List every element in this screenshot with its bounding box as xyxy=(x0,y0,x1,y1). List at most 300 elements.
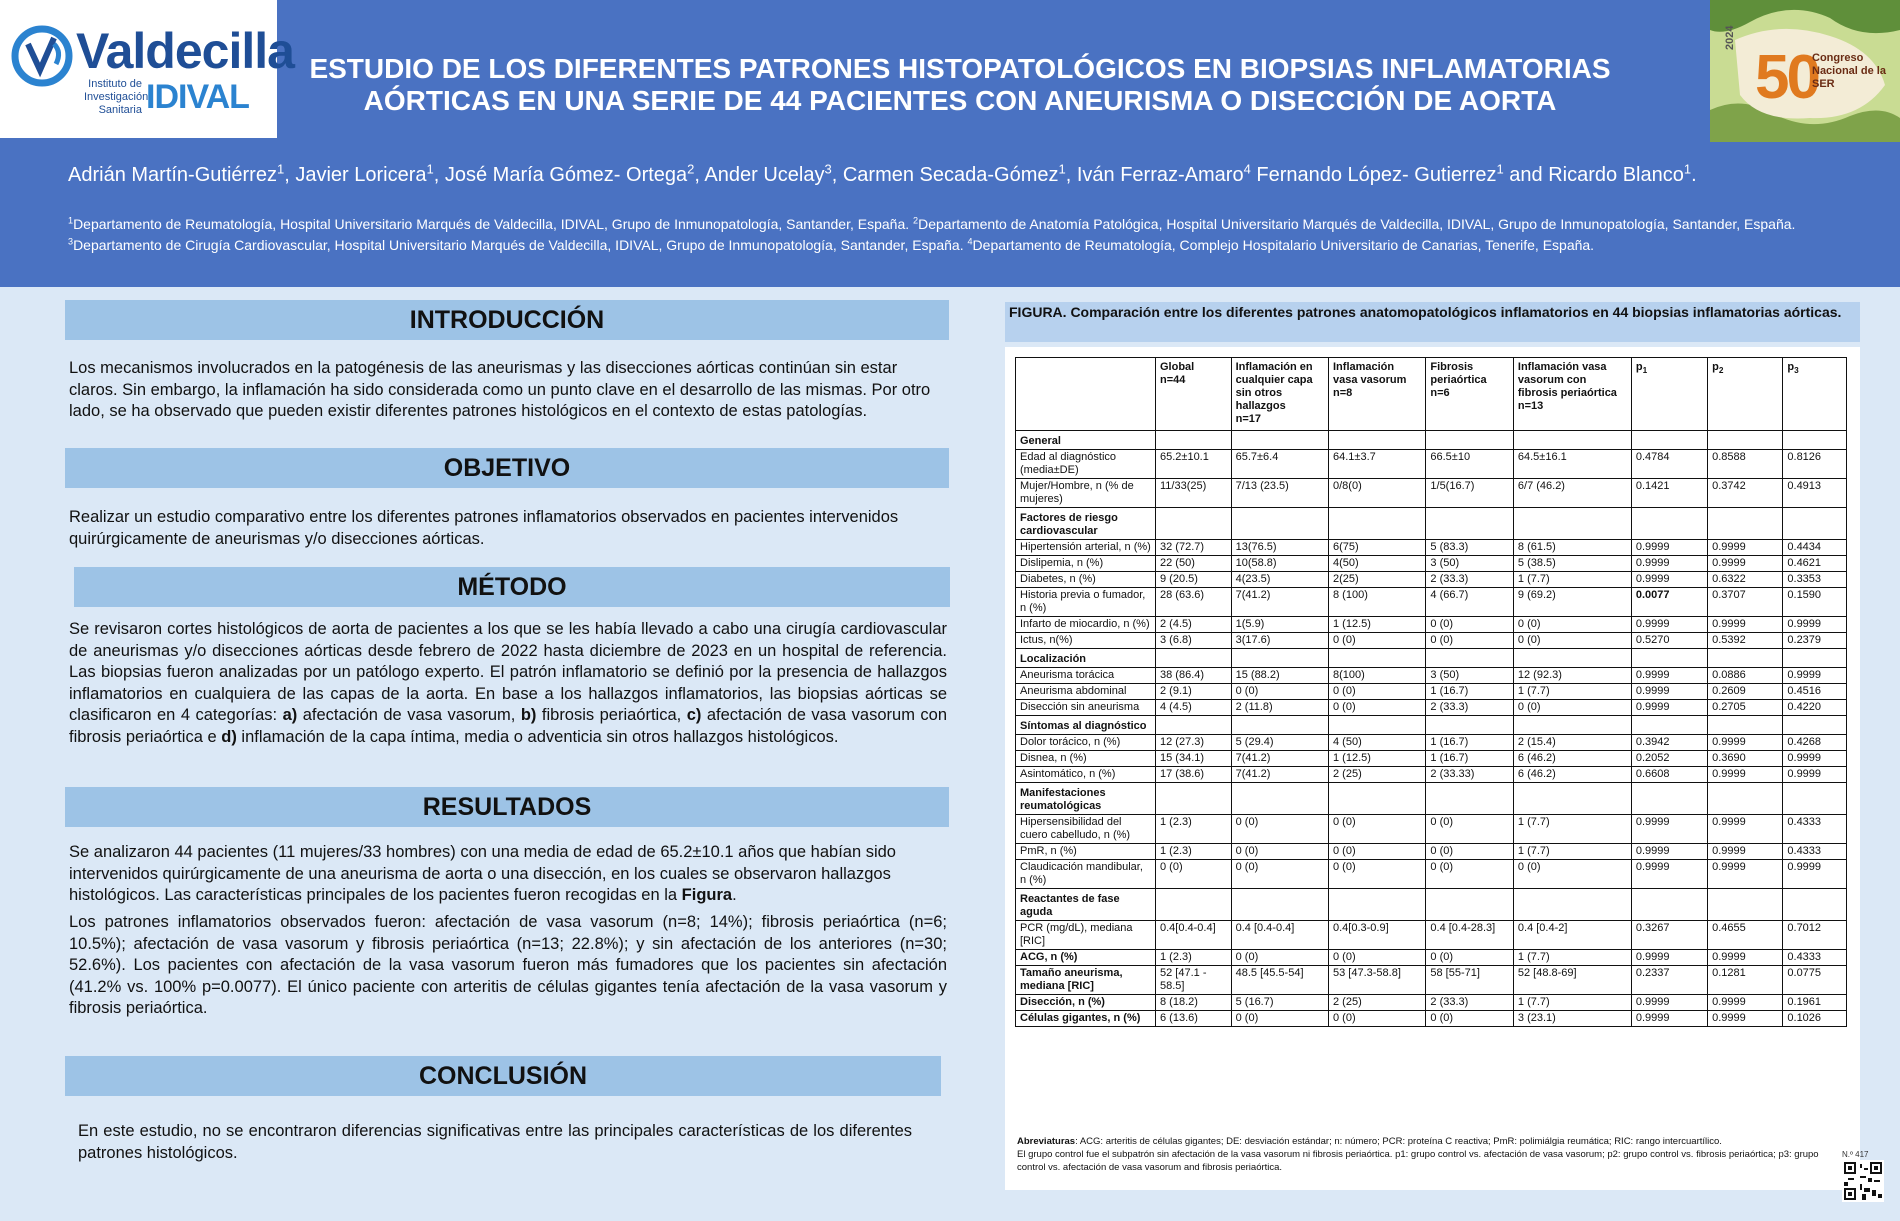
affiliation-number: 3 xyxy=(68,236,74,247)
author-affiliation-number: 4 xyxy=(1243,161,1251,177)
author-name: Adrián Martín-Gutiérrez xyxy=(68,164,277,186)
table-cell: 0 (0) xyxy=(1513,633,1631,649)
table-row xyxy=(1016,668,1847,684)
valdecilla-logo xyxy=(0,0,294,138)
table-cell xyxy=(1156,783,1232,815)
table-cell xyxy=(1708,649,1783,668)
table-cell: 12 (27.3) xyxy=(1156,735,1232,751)
affiliation-text: Departamento de Reumatología, Hospital Universitario Marqués de Valdecilla, IDIVAL, Grupo de Inmunopatología, Santander, España. xyxy=(73,216,914,232)
table-cell: 0.8588 xyxy=(1708,450,1783,479)
table-cell: 17 (38.6) xyxy=(1156,767,1232,783)
author-affiliation-number: 2 xyxy=(687,161,695,177)
introduction-text: Los mecanismos involucrados en la patogénesis de las aneurismas y las disecciones aórticas continúan sin estar claros. Sin embargo, la inflamación ha sido considerada como un punto clave en el desarrollo de las mismas. Por otro lado, se ha observado que pueden existir diferentes patrones histológicos en el contexto de estas patologías. xyxy=(69,359,931,420)
table-row-label: PmR, n (%) xyxy=(1016,844,1156,860)
table-cell: 0 (0) xyxy=(1426,1011,1514,1027)
qr-code-icon xyxy=(1842,1160,1884,1202)
table-cell: 0.4784 xyxy=(1631,450,1707,479)
method-c-text: afectación de vasa vasorum con fibrosis periaórtica e xyxy=(69,706,948,746)
table-row xyxy=(1016,617,1847,633)
table-cell: 0.9999 xyxy=(1631,1011,1707,1027)
table-section-row xyxy=(1016,716,1847,735)
table-cell: 48.5 [45.5-54] xyxy=(1231,966,1328,995)
table-row-label: Manifestaciones reumatológicas xyxy=(1016,783,1156,815)
table-cell: 1 (7.7) xyxy=(1513,995,1631,1011)
table-cell xyxy=(1708,508,1783,540)
table-cell: 0.9999 xyxy=(1783,860,1847,889)
table-cell: 4 (66.7) xyxy=(1426,588,1514,617)
table-cell: 1/5(16.7) xyxy=(1426,479,1514,508)
table-cell: 32 (72.7) xyxy=(1156,540,1232,556)
method-b-label: b) xyxy=(520,706,537,724)
table-cell xyxy=(1783,508,1847,540)
table-cell: 0.6608 xyxy=(1631,767,1707,783)
table-header-row xyxy=(1016,358,1847,431)
table-cell: 6 (46.2) xyxy=(1513,767,1631,783)
table-cell: 0 (0) xyxy=(1426,950,1514,966)
table-row-label: Dislipemia, n (%) xyxy=(1016,556,1156,572)
table-cell: 0.4[0.3-0.9] xyxy=(1329,921,1426,950)
author-separator: , xyxy=(831,164,843,186)
table-row-label: Síntomas al diagnóstico xyxy=(1016,716,1156,735)
table-row-label: Hipersensibilidad del cuero cabelludo, n (%) xyxy=(1016,815,1156,844)
logo-name: Valdecilla xyxy=(76,23,294,79)
author-name: Carmen Secada-Gómez xyxy=(842,164,1059,186)
table-cell: 0.5392 xyxy=(1708,633,1783,649)
table-cell: 64.5±16.1 xyxy=(1513,450,1631,479)
table-column-header: Global n=44 xyxy=(1156,358,1232,431)
table-cell: 0.3267 xyxy=(1631,921,1707,950)
table-cell xyxy=(1426,649,1514,668)
table-cell: 0 (0) xyxy=(1426,617,1514,633)
table-cell xyxy=(1708,889,1783,921)
table-cell xyxy=(1631,716,1707,735)
table-cell: 22 (50) xyxy=(1156,556,1232,572)
abbreviations-label: Abreviaturas xyxy=(1017,1136,1076,1147)
table-row-label: Tamaño aneurisma, mediana [RIC] xyxy=(1016,966,1156,995)
table-cell: 53 [47.3-58.8] xyxy=(1329,966,1426,995)
table-cell: 1 (16.7) xyxy=(1426,735,1514,751)
figure-footnote xyxy=(1017,1135,1847,1174)
table-cell: 66.5±10 xyxy=(1426,450,1514,479)
table-cell: 2 (4.5) xyxy=(1156,617,1232,633)
table-row-label: Células gigantes, n (%) xyxy=(1016,1011,1156,1027)
table-cell: 0.1961 xyxy=(1783,995,1847,1011)
table-cell xyxy=(1513,508,1631,540)
table-cell: 0.3742 xyxy=(1708,479,1783,508)
logo-brand: IDIVAL xyxy=(146,78,249,116)
table-cell xyxy=(1231,783,1328,815)
table-cell: 1 (12.5) xyxy=(1329,617,1426,633)
table-section-row xyxy=(1016,649,1847,668)
table-cell: 1 (12.5) xyxy=(1329,751,1426,767)
poster-title-line-2: AÓRTICAS EN UNA SERIE DE 44 PACIENTES CON ANEURISMA O DISECCIÓN DE AORTA xyxy=(363,85,1557,116)
table-cell: 1 (7.7) xyxy=(1513,950,1631,966)
table-cell: 0 (0) xyxy=(1513,617,1631,633)
table-row-label: Disección sin aneurisma xyxy=(1016,700,1156,716)
table-column-header: Inflamación vasa vasorum n=8 xyxy=(1329,358,1426,431)
table-cell: 1 (2.3) xyxy=(1156,815,1232,844)
table-cell: 0.4516 xyxy=(1783,684,1847,700)
table-column-header: Inflamación vasa vasorum con fibrosis periaórtica n=13 xyxy=(1513,358,1631,431)
table-row xyxy=(1016,966,1847,995)
table-cell xyxy=(1631,783,1707,815)
table-row xyxy=(1016,700,1847,716)
table-cell: 2 (25) xyxy=(1329,995,1426,1011)
table-cell: 2(25) xyxy=(1329,572,1426,588)
table-cell xyxy=(1513,431,1631,450)
table-row xyxy=(1016,556,1847,572)
author-affiliation-number: 1 xyxy=(1496,161,1504,177)
table-cell: 52 [48.8-69] xyxy=(1513,966,1631,995)
poster-title-line-1: ESTUDIO DE LOS DIFERENTES PATRONES HISTOPATOLÓGICOS EN BIOPSIAS INFLAMATORIAS xyxy=(309,53,1611,84)
table-cell xyxy=(1231,716,1328,735)
results-table xyxy=(1015,357,1847,1027)
table-cell: 0 (0) xyxy=(1426,815,1514,844)
table-cell xyxy=(1708,716,1783,735)
table-row-label: PCR (mg/dL), mediana [RIC] xyxy=(1016,921,1156,950)
table-cell xyxy=(1783,783,1847,815)
table-row-label: Disección, n (%) xyxy=(1016,995,1156,1011)
table-cell: 0.4655 xyxy=(1708,921,1783,950)
table-cell xyxy=(1231,431,1328,450)
table-cell: 0.3707 xyxy=(1708,588,1783,617)
table-row xyxy=(1016,479,1847,508)
table-cell: 1 (7.7) xyxy=(1513,815,1631,844)
table-cell: 0 (0) xyxy=(1513,860,1631,889)
table-row xyxy=(1016,815,1847,844)
table-cell: 0.9999 xyxy=(1631,995,1707,1011)
table-cell: 5 (16.7) xyxy=(1231,995,1328,1011)
table-row-label: Edad al diagnóstico (media±DE) xyxy=(1016,450,1156,479)
table-cell: 7(41.2) xyxy=(1231,751,1328,767)
method-d-text: inflamación de la capa íntima, media o adventicia sin otros hallazgos histológicos. xyxy=(236,727,839,746)
valdecilla-emblem-icon xyxy=(10,24,74,88)
table-cell: 0.5270 xyxy=(1631,633,1707,649)
author-affiliation-number: 1 xyxy=(1058,161,1066,177)
table-cell xyxy=(1631,431,1707,450)
table-section-row xyxy=(1016,889,1847,921)
figure-caption: FIGURA. Comparación entre los diferentes patrones anatomopatológicos inflamatorios en 44 biopsias inflamatorias aórticas. xyxy=(1005,302,1860,342)
table-row-label: Localización xyxy=(1016,649,1156,668)
table-row-label: General xyxy=(1016,431,1156,450)
table-cell xyxy=(1231,508,1328,540)
table-cell: 0 (0) xyxy=(1426,633,1514,649)
table-cell xyxy=(1426,783,1514,815)
table-cell: 6 (46.2) xyxy=(1513,751,1631,767)
table-row-label: Historia previa o fumador, n (%) xyxy=(1016,588,1156,617)
congress-year: 2024 xyxy=(1724,25,1736,50)
table-cell: 0.1421 xyxy=(1631,479,1707,508)
table-section-row xyxy=(1016,508,1847,540)
table-cell: 1 (7.7) xyxy=(1513,572,1631,588)
table-row-label: Disnea, n (%) xyxy=(1016,751,1156,767)
table-cell: 0 (0) xyxy=(1329,860,1426,889)
table-cell: 0.9999 xyxy=(1708,540,1783,556)
table-cell: 0.4333 xyxy=(1783,950,1847,966)
table-cell: 1 (2.3) xyxy=(1156,950,1232,966)
table-cell: 1 (16.7) xyxy=(1426,751,1514,767)
table-cell: 0.2609 xyxy=(1708,684,1783,700)
table-cell: 0 (0) xyxy=(1231,950,1328,966)
table-cell: 3 (23.1) xyxy=(1513,1011,1631,1027)
table-cell: 9 (69.2) xyxy=(1513,588,1631,617)
results-text-1 xyxy=(69,842,949,907)
method-c-label: c) xyxy=(686,706,702,724)
table-cell xyxy=(1631,508,1707,540)
author-name: Fernando López- Gutierrez xyxy=(1256,164,1497,186)
table-cell: 5 (38.5) xyxy=(1513,556,1631,572)
conclusion-heading: CONCLUSIÓN xyxy=(65,1056,941,1096)
table-row-label: Dolor torácico, n (%) xyxy=(1016,735,1156,751)
table-cell: 0.9999 xyxy=(1708,950,1783,966)
table-cell: 0.3942 xyxy=(1631,735,1707,751)
table-cell: 0 (0) xyxy=(1329,815,1426,844)
table-column-header: $p_2$ xyxy=(1708,358,1783,431)
table-cell: 28 (63.6) xyxy=(1156,588,1232,617)
table-cell xyxy=(1156,716,1232,735)
table-cell xyxy=(1783,889,1847,921)
table-cell: 0.1590 xyxy=(1783,588,1847,617)
table-row-label: Infarto de miocardio, n (%) xyxy=(1016,617,1156,633)
table-row xyxy=(1016,735,1847,751)
table-cell: 65.2±10.1 xyxy=(1156,450,1232,479)
affiliation-number: 2 xyxy=(913,215,919,226)
table-cell: 0 (0) xyxy=(1231,684,1328,700)
table-cell: 0.7012 xyxy=(1783,921,1847,950)
author-separator: and xyxy=(1503,164,1549,186)
table-cell: 0.0886 xyxy=(1708,668,1783,684)
table-row xyxy=(1016,633,1847,649)
table-cell: 0.9999 xyxy=(1631,617,1707,633)
table-cell: 0.4621 xyxy=(1783,556,1847,572)
table-cell: 3 (50) xyxy=(1426,556,1514,572)
control-note: El grupo control fue el subpatrón sin afectación de la vasa vasorum ni fibrosis periaórtica. p1: grupo control vs. afectación de vasa vasorum; p2: grupo control vs. fibrosis periaórtica; p3: grupo control vs. afectación de vasa vasorum and fibrosis periaórtica. xyxy=(1017,1149,1819,1173)
table-cell: 1 (2.3) xyxy=(1156,844,1232,860)
method-text-main: Se revisaron cortes histológicos de aorta de pacientes a los que se les había llevado a cabo una cirugía cardiovascular de aneurismas y/o disecciones aórticas desde febrero de 2022 hasta diciembre de 2023 en un hospital de referencia. Las biopsias fueron analizadas por un patólogo experto. El patrón inflamatorio se definió por la presencia de hallazgos inflamatorios en cualquiera de las capas de la aorta. En base a los hallazgos inflamatorios, las biopsias aórticas se clasificaron en 4 categorías: xyxy=(69,620,947,724)
table-cell: 1(5.9) xyxy=(1231,617,1328,633)
table-cell: 0.9999 xyxy=(1708,844,1783,860)
table-cell xyxy=(1513,716,1631,735)
table-cell: 0.4[0.4-0.4] xyxy=(1156,921,1232,950)
table-cell: 0.2705 xyxy=(1708,700,1783,716)
table-cell: 11/33(25) xyxy=(1156,479,1232,508)
table-row-label: Mujer/Hombre, n (% de mujeres) xyxy=(1016,479,1156,508)
objective-heading: OBJETIVO xyxy=(65,448,949,488)
table-cell: 0.9999 xyxy=(1631,700,1707,716)
method-text xyxy=(69,619,947,748)
table-cell: 7(41.2) xyxy=(1231,767,1328,783)
table-cell: 0 (0) xyxy=(1231,1011,1328,1027)
method-d-label: d) xyxy=(221,727,237,746)
author-separator: , xyxy=(1065,164,1077,186)
table-cell: 65.7±6.4 xyxy=(1231,450,1328,479)
table-cell: 0.9999 xyxy=(1708,556,1783,572)
table-row-label: Factores de riesgo cardiovascular xyxy=(1016,508,1156,540)
method-heading: MÉTODO xyxy=(74,567,950,607)
method-b-text: fibrosis periaórtica, xyxy=(536,706,687,724)
affiliation-number: 4 xyxy=(967,236,973,247)
table-cell xyxy=(1708,783,1783,815)
poster-number: N.º 417 xyxy=(1842,1150,1869,1159)
table-cell: 2 (11.8) xyxy=(1231,700,1328,716)
table-cell: 0.2052 xyxy=(1631,751,1707,767)
table-cell: 0 (0) xyxy=(1329,950,1426,966)
table-cell: 0.3690 xyxy=(1708,751,1783,767)
table-cell: 0 (0) xyxy=(1426,844,1514,860)
table-row xyxy=(1016,588,1847,617)
table-column-header: $p_1$ xyxy=(1631,358,1707,431)
table-row-label: Reactantes de fase aguda xyxy=(1016,889,1156,921)
table-row-label: Hipertensión arterial, n (%) xyxy=(1016,540,1156,556)
table-cell: 0.2379 xyxy=(1783,633,1847,649)
table-cell: 6/7 (46.2) xyxy=(1513,479,1631,508)
table-cell xyxy=(1426,889,1514,921)
table-cell: 58 [55-71] xyxy=(1426,966,1514,995)
table-cell: 0.9999 xyxy=(1783,617,1847,633)
table-cell: 13(76.5) xyxy=(1231,540,1328,556)
table-cell xyxy=(1783,716,1847,735)
conclusion-text: En este estudio, no se encontraron diferencias significativas entre las principales características de los diferentes patrones histológicos. xyxy=(78,1122,912,1162)
table-section-row xyxy=(1016,783,1847,815)
table-cell: 0.8126 xyxy=(1783,450,1847,479)
table-cell xyxy=(1631,649,1707,668)
congress-name: Congreso Nacional de la SER xyxy=(1812,52,1886,90)
table-row xyxy=(1016,995,1847,1011)
abbreviations xyxy=(1017,1135,1847,1148)
table-cell xyxy=(1329,716,1426,735)
results-text-1a: Se analizaron 44 pacientes (11 mujeres/33 hombres) con una media de edad de 65.2±10.1 años que habían sido intervenidos quirúrgicamente de una aneurisma de aorta o una disección, en los cuales se observaron hallazgos histológicos. Las características principales de los pacientes fueron recogidas en la xyxy=(69,843,896,904)
table-cell: 0.4333 xyxy=(1783,844,1847,860)
table-cell: 0.9999 xyxy=(1708,735,1783,751)
table-cell: 0.9999 xyxy=(1631,668,1707,684)
table-cell: 0.9999 xyxy=(1783,668,1847,684)
table-cell: 0.9999 xyxy=(1631,556,1707,572)
table-cell: 0 (0) xyxy=(1231,844,1328,860)
table-cell: 2 (25) xyxy=(1329,767,1426,783)
author-separator: . xyxy=(1691,164,1697,186)
table-cell: 4 (50) xyxy=(1329,735,1426,751)
author-name: Iván Ferraz-Amaro xyxy=(1076,164,1244,186)
table-cell xyxy=(1156,889,1232,921)
table-cell: 0.1026 xyxy=(1783,1011,1847,1027)
table-cell: 0.4434 xyxy=(1783,540,1847,556)
table-column-header xyxy=(1016,358,1156,431)
table-cell: 0.4 [0.4-2] xyxy=(1513,921,1631,950)
table-row-label: Diabetes, n (%) xyxy=(1016,572,1156,588)
author-affiliation-number: 3 xyxy=(824,161,832,177)
table-cell: 4 (4.5) xyxy=(1156,700,1232,716)
author-name: Javier Loricera xyxy=(295,164,427,186)
author-separator: , xyxy=(284,164,296,186)
author-name: José María Gómez- Ortega xyxy=(444,164,688,186)
table-cell: 8(100) xyxy=(1329,668,1426,684)
author-separator: , xyxy=(694,164,705,186)
table-cell: 1 (16.7) xyxy=(1426,684,1514,700)
affiliation-text: Departamento de Anatomía Patológica, Hospital Universitario Marqués de Valdecilla, IDIVAL, Grupo de Inmunopatología, Santander, España. xyxy=(918,216,1796,232)
table-cell: 0.9999 xyxy=(1631,815,1707,844)
table-cell: 0.0077 xyxy=(1631,588,1707,617)
table-cell: 0.1281 xyxy=(1708,966,1783,995)
table-cell: 0 (0) xyxy=(1231,815,1328,844)
author-separator: , xyxy=(433,164,445,186)
table-cell: 5 (29.4) xyxy=(1231,735,1328,751)
results-text-2: Los patrones inflamatorios observados fueron: afectación de vasa vasorum (n=8; 14%); fibrosis periaórtica (n=6; 10.5%); afectación de vasa vasorum y fibrosis periaórtica (n=13; 22.8%); y sin afectación de los anteriores (n=30; 52.6%). Los pacientes con afectación de la vasa vasorum fueron más fumadores que los pacientes sin afectación (41.2% vs. 100% p=0.0077). El único paciente con arteritis de células gigantes tenía afectación de la vasa vasorum y fibrosis periaórtica. xyxy=(69,913,947,1017)
table-cell: 8 (61.5) xyxy=(1513,540,1631,556)
table-row xyxy=(1016,1011,1847,1027)
table-row xyxy=(1016,540,1847,556)
table-cell: 0.9999 xyxy=(1783,767,1847,783)
table-cell: 0.4 [0.4-28.3] xyxy=(1426,921,1514,950)
table-cell: 5 (83.3) xyxy=(1426,540,1514,556)
table-row-label: Aneurisma torácica xyxy=(1016,668,1156,684)
table-column-header: $p_3$ xyxy=(1783,358,1847,431)
table-cell: 0 (0) xyxy=(1329,684,1426,700)
table-cell: 7(41.2) xyxy=(1231,588,1328,617)
table-cell xyxy=(1426,716,1514,735)
table-cell xyxy=(1783,431,1847,450)
table-cell xyxy=(1783,649,1847,668)
table-cell: 0 (0) xyxy=(1329,633,1426,649)
poster-title xyxy=(300,53,1620,117)
table-row-label: Aneurisma abdominal xyxy=(1016,684,1156,700)
method-a-text: afectación de vasa vasorum, xyxy=(297,706,521,724)
table-cell xyxy=(1631,889,1707,921)
table-row xyxy=(1016,860,1847,889)
table-cell xyxy=(1329,431,1426,450)
table-row-label: Asintomático, n (%) xyxy=(1016,767,1156,783)
table-column-header: Inflamación en cualquier capa sin otros hallazgos n=17 xyxy=(1231,358,1328,431)
method-a-label: a) xyxy=(282,706,298,724)
table-cell xyxy=(1513,649,1631,668)
table-cell xyxy=(1708,431,1783,450)
table-cell: 0 (0) xyxy=(1426,860,1514,889)
table-cell: 0.9999 xyxy=(1708,860,1783,889)
table-row-label: Claudicación mandibular, n (%) xyxy=(1016,860,1156,889)
figure-panel xyxy=(1005,347,1860,1190)
table-cell: 38 (86.4) xyxy=(1156,668,1232,684)
table-row xyxy=(1016,921,1847,950)
table-cell: 3 (50) xyxy=(1426,668,1514,684)
table-row xyxy=(1016,751,1847,767)
table-cell xyxy=(1329,649,1426,668)
table-row xyxy=(1016,450,1847,479)
table-cell: 2 (33.3) xyxy=(1426,700,1514,716)
table-cell: 4(23.5) xyxy=(1231,572,1328,588)
table-cell: 4(50) xyxy=(1329,556,1426,572)
table-row xyxy=(1016,844,1847,860)
table-cell: 0 (0) xyxy=(1329,844,1426,860)
table-cell: 0 (0) xyxy=(1329,700,1426,716)
table-cell: 3(17.6) xyxy=(1231,633,1328,649)
table-cell: 2 (33.33) xyxy=(1426,767,1514,783)
table-row xyxy=(1016,767,1847,783)
table-cell: 0.9999 xyxy=(1631,540,1707,556)
table-cell: 0.9999 xyxy=(1708,767,1783,783)
table-cell: 10(58.8) xyxy=(1231,556,1328,572)
table-cell xyxy=(1156,508,1232,540)
affiliation-text: Departamento de Cirugía Cardiovascular, Hospital Universitario Marqués de Valdecilla, IDIVAL, Grupo de Inmunopatología, Santander, España. xyxy=(73,237,968,253)
affiliation-number: 1 xyxy=(68,215,74,226)
results-figure-ref: Figura xyxy=(681,886,733,904)
table-cell: 0.9999 xyxy=(1708,995,1783,1011)
congress-number: 50 xyxy=(1755,43,1818,112)
table-cell: 9 (20.5) xyxy=(1156,572,1232,588)
table-cell: 0.9999 xyxy=(1631,684,1707,700)
table-cell: 0.6322 xyxy=(1708,572,1783,588)
table-cell xyxy=(1156,431,1232,450)
table-cell: 6 (13.6) xyxy=(1156,1011,1232,1027)
table-cell: 0/8(0) xyxy=(1329,479,1426,508)
